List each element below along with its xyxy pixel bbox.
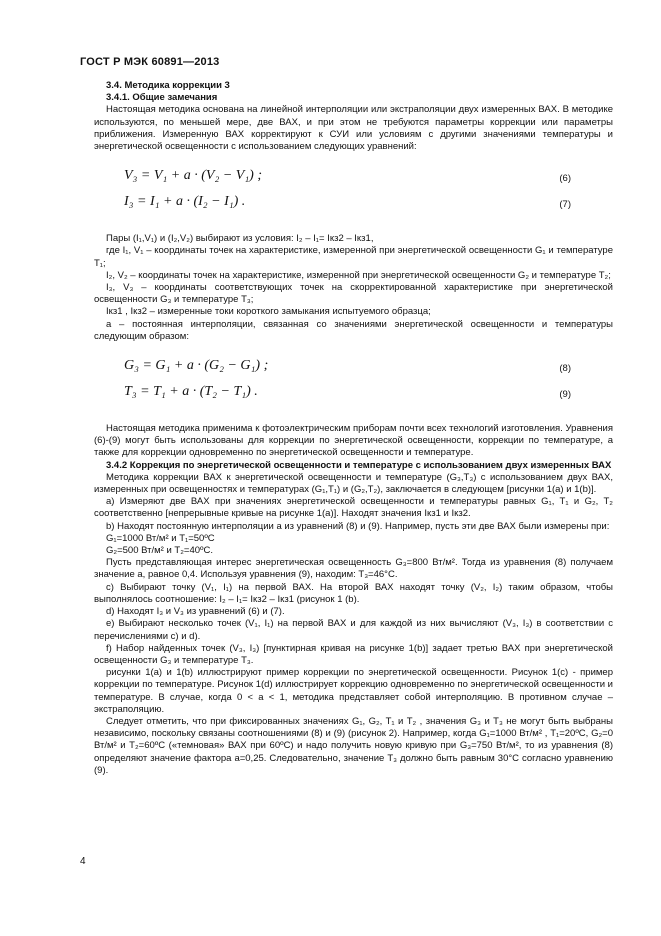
equation-7-formula: I₃ = I₁ + a · (I₂ − I₁) . — [124, 194, 246, 210]
definition-i1-v1: где I₁, V₁ – координаты точек на характеристике, измеренной при энергетической освещенности G₁ и температуре T₁; — [94, 245, 613, 269]
example-values-1: G₁=1000 Вт/м² и T₁=50ºС — [106, 532, 215, 544]
paragraph-note: Следует отметить, что при фиксированных значениях G₁, G₂, T₁ и T₂ , значения G₃ и T₃ не могут быть выбраны независимо, поскольку связаны соотношениями (8) и (9) (рисунок 2). Например, когда G₁=1000 Вт/м² , T₁=20ºС, G₂=0 Вт/м² и T₂=60ºС («темновая» ВАХ при 60ºС) и надо получить новую кривую при G₃=750 Вт/м², то из уравнения (8) определяют значение фактора a=0,25. Следовательно, значение T₃ должно быть равным 30°С согласно уравнению (9). — [94, 715, 613, 776]
definition-pairs: Пары (I₁,V₁) и (I₂,V₂) выбирают из условия: I₂ – I₁= Iкз2 – Iкз1, — [106, 233, 374, 245]
step-e: е) Выбирают несколько точек (V₁, I₁) на первой ВАХ и для каждой из них вычисляют (V₃, I₃) в соответствии с перечислениями с) и d). — [94, 618, 613, 642]
paragraph-applicability: Настоящая методика применима к фотоэлектрическим приборам почти всех технологий изготовления. Уравнения (6)-(9) могут быть использованы для коррекции по энергетической освещенности, коррекции по температуре, а также для коррекции одновременно по энергетической освещенности и температуре. — [94, 423, 613, 459]
paragraph-procedure: Методика коррекции ВАХ к энергетической освещенности и температуре (G₃,T₃) с использованием двух ВАХ, измеренных при освещенностях и температурах (G₁,T₁) и (G₂,T₂), заключается в следующем [рисунки 1(a) и 1(b)]. — [94, 471, 613, 496]
step-c: с) Выбирают точку (V₁, I₁) на первой ВАХ. На второй ВАХ находят точку (V₂, I₂) таким образом, чтобы выполнялось соотношение: I₂ – I₁= Iкз2 – Iкз1 (рисунок 1 (b). — [94, 581, 613, 605]
paragraph-figures: рисунки 1(a) и 1(b) иллюстрируют пример коррекции по энергетической освещенности. Рисунок 1(c) - пример коррекции по температуре. Рисунок 1(d) иллюстрирует коррекцию одновременно по энергетической освещенности и температуре. В случае, когда 0 < a < 1, методика представляет собой интерполяцию. В противном случае – экстраполяцию. — [94, 667, 613, 715]
example-values-2: G₂=500 Вт/м² и T₂=40ºС. — [106, 545, 213, 557]
paragraph-example-result: Пусть представляющая интерес энергетическая освещенность G₃=800 Вт/м². Тогда из уравнения (8) получаем значение a, равное 0,4. Используя уравнения (9), находим: T₃=46°С. — [94, 557, 613, 581]
page-body — [94, 80, 613, 777]
equation-8 — [94, 357, 613, 383]
section-heading-3-4: 3.4. Методика коррекции 3 — [106, 80, 230, 91]
equation-8-number: (8) — [559, 363, 571, 375]
section-heading-3-4-1: 3.4.1. Общие замечания — [106, 92, 218, 104]
section-heading-3-4-2: 3.4.2 Коррекция по энергетической освещенности и температуре с использованием двух измеренных ВАХ — [106, 459, 612, 471]
step-b: b) Находят постоянную интерполяции a из уравнений (8) и (9). Например, пусть эти две ВАХ были измерены при: — [106, 520, 610, 532]
page-number: 4 — [80, 856, 86, 867]
equation-8-formula: G₃ = G₁ + a · (G₂ − G₁) ; — [124, 358, 269, 374]
equation-7 — [94, 193, 613, 219]
equation-6-formula: V₃ = V₁ + a · (V₂ − V₁) ; — [124, 168, 263, 184]
paragraph-method-intro: Настоящая методика основана на линейной интерполяции или экстраполяции двух измеренных ВАХ. В методике используются, по меньшей мере, две ВАХ, и при этом не требуются параметры коррекции или параметры приближения. Измеренную ВАХ корректируют к СУИ или условиям с другими значениями температуры и энергетической освещенности с использованием следующих уравнений: — [94, 104, 613, 153]
equation-6 — [94, 167, 613, 193]
definition-isc: Iкз1 , Iкз2 – измеренные токи короткого замыкания испытуемого образца; — [106, 306, 431, 318]
definition-a: a – постоянная интерполяции, связанная со значениями энергетической освещенности и температуры следующим образом: — [94, 318, 613, 342]
step-f: f) Набор найденных точек (V₃, I₃) [пунктирная кривая на рисунке 1(b)] задает третью ВАХ при энергетической освещенности G₃ и температуре T₃. — [94, 642, 613, 666]
step-a: а) Измеряют две ВАХ при значениях энергетической освещенности и температуры равных G₁, T₁ и G₂, T₂ соответственно [непрерывные кривые на рисунке 1(a)]. Находят значения Iкз1 и Iкз2. — [94, 496, 613, 520]
document-header: ГОСТ Р МЭК 60891—2013 — [80, 56, 220, 68]
equation-9 — [94, 383, 613, 409]
definition-i2-v2: I₂, V₂ – координаты точек на характеристике, измеренной при энергетической освещенности G₂ и температуре T₂; — [106, 269, 611, 281]
equation-6-number: (6) — [559, 173, 571, 185]
equation-9-number: (9) — [559, 389, 571, 401]
definition-i3-v3: I₃, V₃ – координаты соответствующих точек на скорректированной характеристике при энергетической освещенности G₃ и температуре T₃; — [94, 282, 613, 306]
step-d: d) Находят I₃ и V₃ из уравнений (6) и (7). — [106, 606, 285, 618]
equation-7-number: (7) — [559, 199, 571, 211]
equation-9-formula: T₃ = T₁ + a · (T₂ − T₁) . — [124, 384, 258, 400]
